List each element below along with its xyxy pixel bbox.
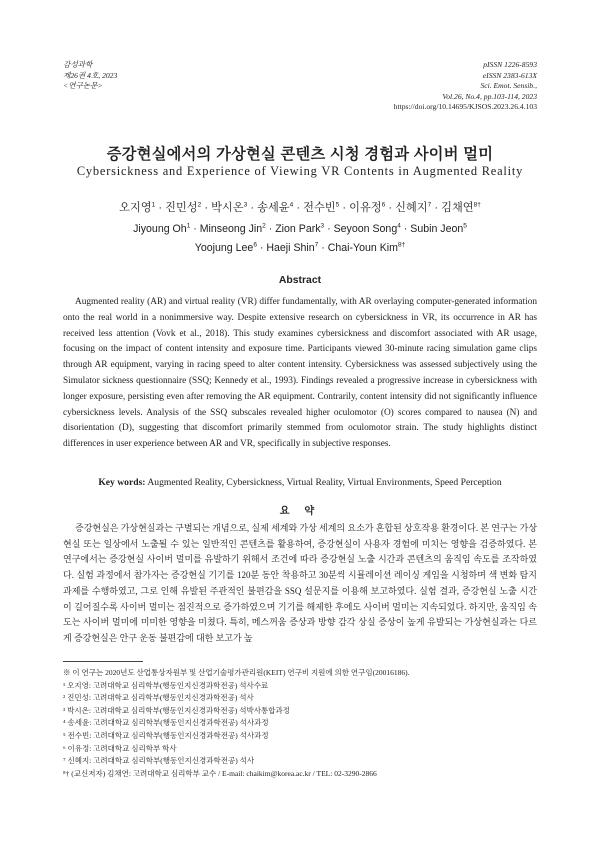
- author-affiliation-mark: 7: [427, 201, 432, 209]
- author-name: 박시온: [211, 202, 244, 214]
- author-affiliation-mark: 6: [381, 201, 386, 209]
- author-affiliation-mark: 8†: [397, 241, 406, 249]
- author-name: Jiyoung Oh: [133, 223, 187, 235]
- author-separator: ·: [400, 223, 411, 235]
- title-korean: 증강현실에서의 가상현실 콘텐츠 시청 경험과 사이버 멀미: [106, 146, 494, 163]
- author-affiliation-mark: 7: [314, 241, 319, 249]
- author-separator: ·: [190, 223, 200, 235]
- author-name: 이유정: [349, 202, 382, 214]
- author-separator: ·: [293, 202, 304, 214]
- author-name: 송세윤: [257, 202, 290, 214]
- author-separator: ·: [247, 202, 258, 214]
- authors-english: [0, 220, 600, 258]
- author-affiliation-mark: 1: [151, 201, 156, 209]
- author-name: Minseong Jin: [199, 223, 263, 235]
- summary-body: 증강현실은 가상현실과는 구별되는 개념으로, 실제 세계와 가상 세계의 요소가 혼합된 상호작용 환경이다. 본 연구는 가상현실 또는 일상에서 노출될 수 있는 일반적인 콘텐츠를 활용하여, 증강현실이 사용자 경험에 미치는 영향을 검증하였다. 본 연구에서는 증강현실 사이버 멀미를 유발하기 위해서 조건에 따라 증강현실 노출 시간과 콘텐츠의 움직임 속도를 조작하였다. 실험 과정에서 참가자는 증강현실 기기를 120분 동안 착용하고 30분씩 시뮬레이션 레이싱 게임을 시청하며 색 변화 탐지 과제를 수행하였고, 그로 인해 유발된 주관적인 불편감을 SSQ 설문지를 이용해 보고하였다. 실험 결과, 증강현실 노출 시간이 길어질수록 사이버 멀미는 점진적으로 증가하였으며 기기를 해제한 후에도 사이버 멀미는 지속되었다. 하지만, 움직임 속도는 사이버 멀미에 미미한 영향을 미쳤다. 특히, 메스꺼움 증상과 방향 감각 상실 증상이 높게 유발되는 가상현실과는 다르게 증강현실은 안구 운동 불편감에 대한 보고가 높: [63, 523, 537, 643]
- footnote-item: ¹ 오지영: 고려대학교 심리학부(행동인지신경과학전공) 석사수료: [63, 680, 269, 690]
- author-affiliation-mark: 4: [397, 222, 401, 230]
- authors-english-line-1: [0, 220, 600, 239]
- author-separator: ·: [256, 242, 267, 254]
- footnote-item: ⁷ 신혜지: 고려대학교 심리학부(행동인지신경과학전공) 석사: [63, 756, 255, 766]
- abstract-heading: Abstract: [278, 275, 322, 286]
- footnote-item: ² 진민성: 고려대학교 심리학부(행동인지신경과학전공) 석사: [63, 693, 254, 703]
- author-affiliation-mark: 2: [197, 201, 202, 209]
- author-affiliation-mark: 4: [289, 201, 294, 209]
- journal-volume-ko: 제26권 4호, 2023: [63, 70, 118, 80]
- journal-header-left: [63, 60, 117, 92]
- footnote-divider: [63, 661, 143, 662]
- author-separator: ·: [318, 242, 328, 254]
- author-affiliation-mark: 3: [243, 201, 248, 209]
- author-separator: ·: [155, 202, 166, 214]
- article-type: <연구논문>: [63, 81, 103, 91]
- author-affiliation-mark: 5: [335, 201, 340, 209]
- footnote-item: ※ 이 연구는 2020년도 산업통상자원부 및 산업기술평가관리원(KEIT) 연구비 지원에 의한 연구임(20016186).: [63, 668, 410, 677]
- journal-name-ko: 감성과학: [63, 60, 93, 69]
- author-name: 김채연: [441, 202, 474, 214]
- author-affiliation-mark: 3: [320, 222, 325, 230]
- keywords-label: Key words:: [98, 477, 146, 488]
- author-name: 신혜지: [395, 202, 428, 214]
- footnote-item: ⁶ 이유정: 고려대학교 심리학부 학사: [63, 743, 177, 753]
- author-separator: ·: [201, 202, 212, 214]
- author-affiliation-mark: 2: [262, 222, 266, 230]
- footnote-item: ⁸† (교신저자) 김채연: 고려대학교 심리학부 교수 / E-mail: chaikim@korea.ac.kr / TEL: 02-3290-2866: [63, 768, 377, 778]
- author-separator: ·: [265, 223, 276, 235]
- journal-name-en: Sci. Emot. Sensib.,: [480, 81, 537, 91]
- journal-header-right: [394, 60, 537, 113]
- author-name: 진민성: [165, 202, 198, 214]
- author-affiliation-mark: 8†: [473, 201, 481, 209]
- author-name: 전수빈: [303, 202, 336, 214]
- footnote-item: ³ 박시온: 고려대학교 심리학부(행동인지신경과학전공) 석박사통합과정: [63, 705, 290, 715]
- authors-english-line-2: [0, 239, 600, 258]
- pissn: pISSN 1226-8593: [483, 60, 537, 69]
- author-name: Yoojung Lee: [194, 242, 254, 254]
- footnote-item: ⁴ 송세윤: 고려대학교 심리학부(행동인지신경과학전공) 석사과정: [63, 718, 269, 728]
- eissn: eISSN 2383-613X: [482, 70, 537, 80]
- author-affiliation-mark: 6: [253, 241, 257, 249]
- author-separator: ·: [385, 202, 396, 214]
- footnotes: [63, 667, 537, 780]
- title-english: Cybersickness and Experience of Viewing VR Contents in Augmented Reality: [76, 164, 524, 178]
- author-separator: ·: [324, 223, 334, 235]
- author-name: Haeji Shin: [266, 242, 315, 254]
- authors-korean: [0, 199, 600, 215]
- summary-heading: 요 약: [279, 506, 321, 517]
- author-name: Seyoon Song: [333, 223, 398, 235]
- author-separator: ·: [431, 202, 442, 214]
- author-name: 오지영: [119, 202, 152, 214]
- author-affiliation-mark: 5: [463, 222, 467, 230]
- author-name: Zion Park: [275, 223, 321, 235]
- author-name: Subin Jeon: [410, 223, 464, 235]
- keywords: [63, 477, 537, 488]
- footnote-item: ⁵ 전수빈: 고려대학교 심리학부(행동인지신경과학전공) 석사과정: [63, 730, 269, 740]
- keywords-text: Augmented Reality, Cybersickness, Virtual Reality, Virtual Environments, Speed Perception: [147, 477, 502, 488]
- journal-volume-en: Vol.26, No.4, pp.103-114, 2023: [442, 91, 537, 101]
- author-affiliation-mark: 1: [186, 222, 191, 230]
- author-name: Chai-Youn Kim: [327, 242, 398, 254]
- abstract-body: Augmented reality (AR) and virtual reality (VR) differ fundamentally, with AR overlaying computer-generated information onto the real world in a nonimmersive way. Despite extensive research on cybersickness in VR, its occurrence in AR has received less attention (Vovk et al., 2018). This study examines cybersickness and discomfort associated with AR usage, focusing on the impact of content intensity and exposure time. Participants viewed 30-minute racing simulation game clips through AR equipment, varying in racing speed to alter content intensity. Cybersickness was assessed subjectively using the Simulator sickness questionnaire (SSQ; Kennedy et al., 1993). Findings revealed a progressive increase in cybersickness with longer exposure, persisting even after removing the AR equipment. Contrarily, content intensity did not significantly influence cybersickness levels. Analysis of the SSQ subscales revealed higher oculomotor (O) scores compared to nausea (N) and disorientation (D), suggesting that discomfort primarily stemmed from oculomotor strain. The study highlights distinct differences in user experience between AR and VR, specifically in subjective responses.: [63, 297, 537, 450]
- author-separator: ·: [339, 202, 350, 214]
- doi-link[interactable]: https://doi.org/10.14695/KJSOS.2023.26.4.103: [393, 102, 537, 112]
